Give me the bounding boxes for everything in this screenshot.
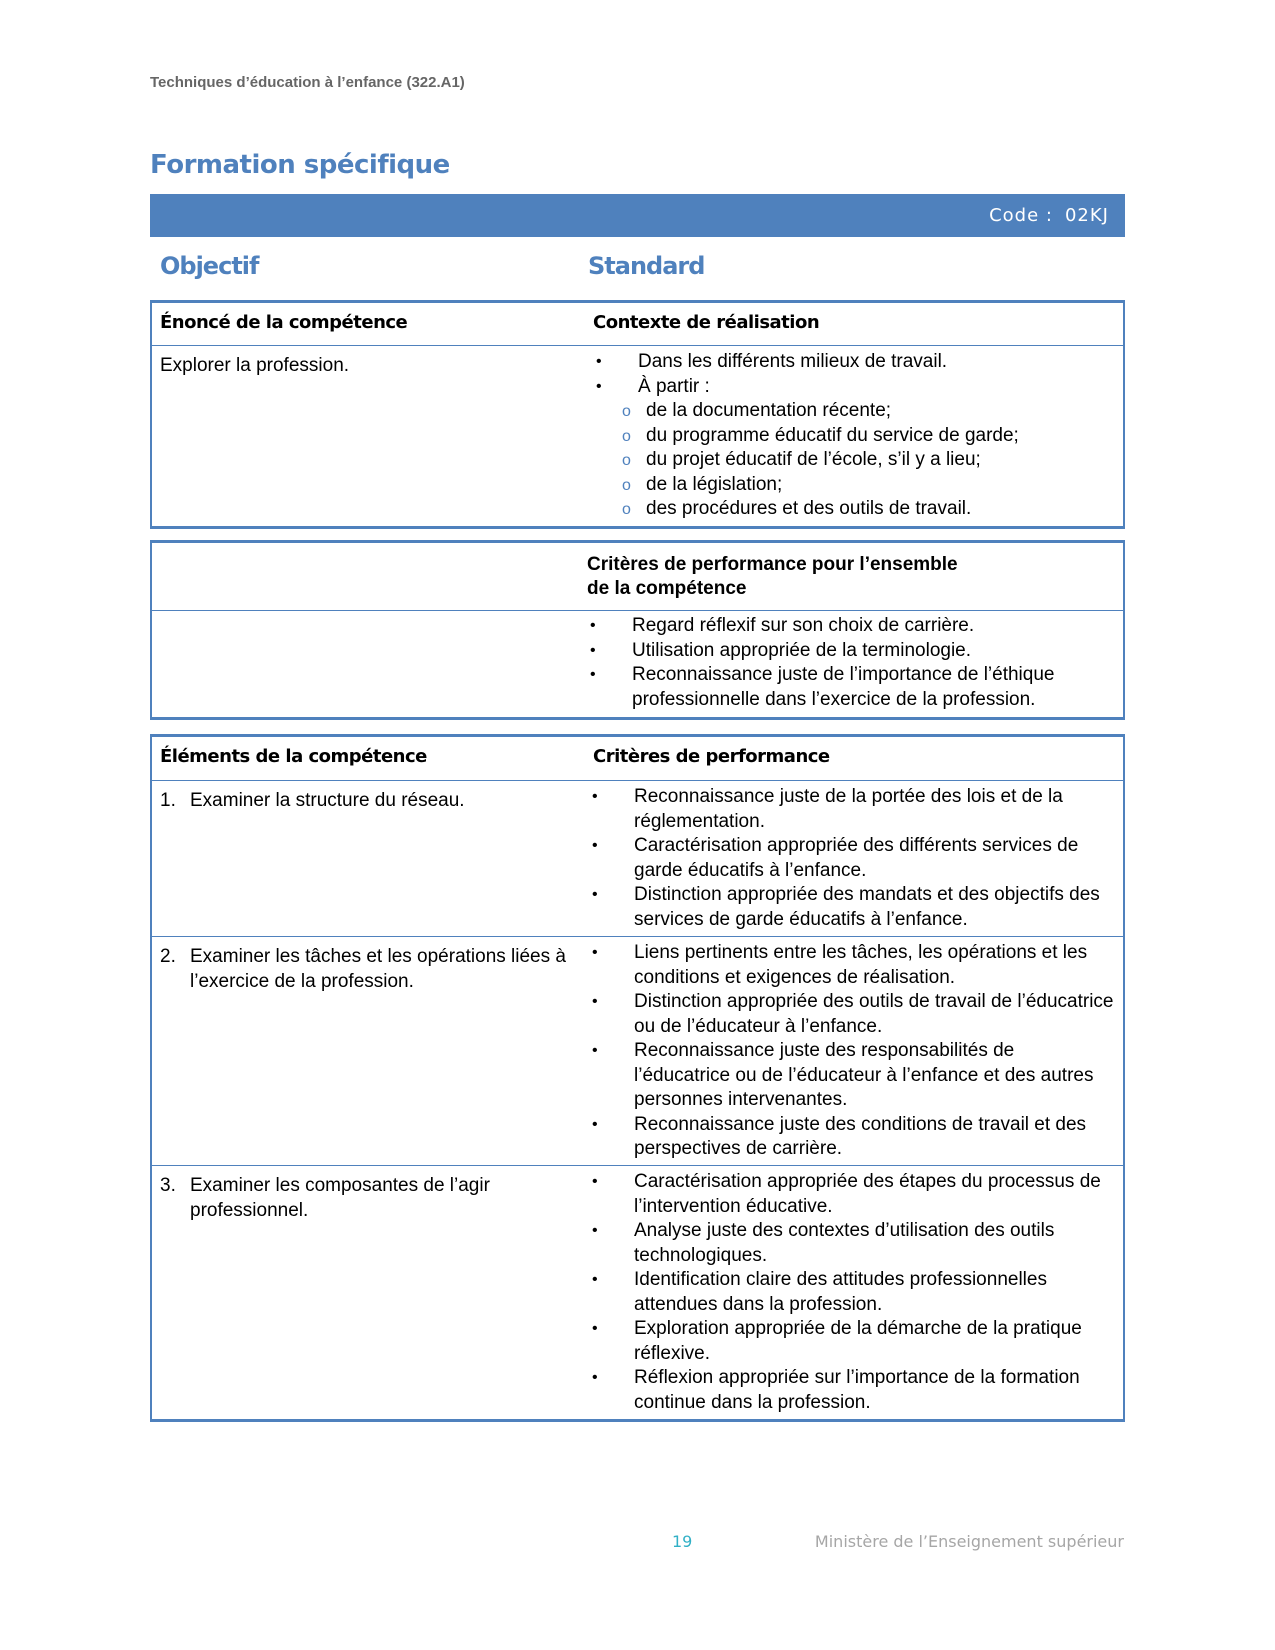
sub-list-item: [590, 473, 1115, 498]
list-item: [590, 350, 1115, 375]
list-item-text: de la législation;: [646, 473, 783, 495]
criteres-list: [586, 1170, 1115, 1415]
sub-list-item: [590, 399, 1115, 424]
bullet-icon: •: [596, 353, 602, 370]
list-item: [586, 1219, 1115, 1268]
bullet-icon: •: [592, 1173, 598, 1190]
list-item-text: Reconnaissance juste des responsabilités de l’éducatrice ou de l’éducateur à l’enfance et des autres personnes intervenantes.: [634, 1040, 1094, 1110]
element-number: 3.: [160, 1175, 176, 1196]
contexte-sublist: [590, 399, 1115, 522]
criteres-ensemble-table: [150, 540, 1125, 720]
element-text: Examiner la structure du réseau.: [190, 790, 465, 811]
list-item: [586, 1317, 1115, 1366]
list-item: [586, 785, 1115, 834]
sub-list-item: [590, 448, 1115, 473]
sub-list-item: [590, 497, 1115, 522]
running-header: Techniques d’éducation à l’enfance (322.A1): [150, 74, 465, 91]
bullet-icon: •: [592, 1115, 598, 1133]
list-item: [586, 1170, 1115, 1219]
enonce-header: Énoncé de la compétence: [160, 312, 408, 333]
element-cell: [152, 937, 582, 1165]
bullet-icon: •: [592, 993, 598, 1010]
list-item: [586, 1039, 1115, 1113]
list-item-text: À partir :: [638, 375, 710, 397]
sub-list-item: [590, 424, 1115, 449]
list-item: [586, 1366, 1115, 1415]
list-item-text: des procédures et des outils de travail.: [646, 498, 972, 519]
list-item: [586, 990, 1115, 1039]
sub-bullet-icon: o: [622, 427, 631, 445]
element-cell: [152, 781, 582, 936]
code-label: Code :: [989, 205, 1053, 226]
list-item-text: Identification claire des attitudes professionnelles attendues dans la profession.: [634, 1269, 1047, 1315]
bullet-icon: •: [592, 886, 598, 903]
list-item: [586, 1268, 1115, 1317]
table-row: [152, 1165, 1123, 1419]
table-row: [152, 936, 1123, 1165]
element-text: Examiner les composantes de l’agir professionnel.: [190, 1175, 490, 1221]
criteres-ensemble-cell: [582, 611, 1123, 717]
list-item-text: du programme éducatif du service de garde;: [646, 424, 1019, 446]
list-item: [590, 375, 1115, 400]
criteres-cell: [582, 937, 1123, 1165]
empty-cell: [152, 543, 582, 610]
list-item: [586, 1113, 1115, 1162]
list-item-text: Exploration appropriée de la démarche de la pratique réflexive.: [634, 1318, 1082, 1364]
table-row: [152, 610, 1123, 717]
sub-bullet-icon: o: [622, 452, 631, 469]
table-header-row: [152, 303, 1123, 345]
list-item: [586, 941, 1115, 990]
list-item-text: Réflexion appropriée sur l’importance de la formation continue dans la profession.: [634, 1367, 1080, 1413]
criteres-list: [586, 941, 1115, 1162]
list-item-text: Caractérisation appropriée des différents services de garde éducatifs à l’enfance.: [634, 835, 1079, 881]
contexte-list: [590, 350, 1115, 399]
criteres-cell: [582, 781, 1123, 936]
criteres-header: Critères de performance: [593, 746, 830, 767]
bullet-icon: •: [592, 1222, 598, 1239]
empty-cell: [152, 611, 582, 717]
criteres-ensemble-header: [582, 543, 1123, 610]
enonce-text: Explorer la profession.: [160, 355, 350, 376]
header-line: Critères de performance pour l’ensemble: [587, 554, 958, 575]
list-item: [586, 834, 1115, 883]
bullet-icon: •: [596, 377, 602, 395]
list-item-text: Utilisation appropriée de la terminologie.: [632, 639, 972, 661]
table-header-row: [152, 737, 1123, 780]
list-item: [584, 663, 1115, 712]
footer-organization: Ministère de l’Enseignement supérieur: [814, 1532, 1124, 1551]
contexte-cell: [582, 346, 1123, 526]
list-item-text: Regard réflexif sur son choix de carrière.: [632, 615, 975, 636]
element-number: 2.: [160, 946, 176, 967]
objectif-heading: Objectif: [160, 252, 259, 280]
sub-bullet-icon: o: [622, 476, 631, 494]
list-item: [586, 883, 1115, 932]
element-cell: [152, 1166, 582, 1419]
list-item-text: Distinction appropriée des mandats et des objectifs des services de garde éducatifs à l’enfance.: [634, 884, 1100, 930]
sub-bullet-icon: o: [622, 501, 631, 518]
bullet-icon: •: [592, 788, 598, 805]
element-text: Examiner les tâches et les opérations liées à l’exercice de la profession.: [190, 946, 566, 992]
bullet-icon: •: [592, 944, 598, 961]
list-item-text: Dans les différents milieux de travail.: [638, 351, 948, 372]
list-item-text: Distinction appropriée des outils de travail de l’éducatrice ou de l’éducateur à l’enfance.: [634, 991, 1114, 1037]
elements-header: Éléments de la compétence: [160, 746, 427, 767]
section-title: Formation spécifique: [150, 150, 450, 180]
code-value: 02KJ: [1064, 205, 1109, 226]
list-item: [584, 614, 1115, 639]
list-item-text: de la documentation récente;: [646, 400, 892, 421]
bullet-icon: •: [592, 1369, 598, 1386]
bullet-icon: •: [590, 641, 596, 659]
criteres-list: [586, 785, 1115, 932]
list-item-text: Analyse juste des contextes d’utilisation des outils technologiques.: [634, 1220, 1055, 1266]
list-item: [584, 639, 1115, 664]
list-item-text: du projet éducatif de l’école, s’il y a lieu;: [646, 449, 981, 470]
list-item-text: Liens pertinents entre les tâches, les opérations et les conditions et exigences de réalisation.: [634, 942, 1088, 988]
list-item-text: Caractérisation appropriée des étapes du processus de l’intervention éducative.: [634, 1171, 1101, 1217]
code-banner: [150, 194, 1125, 237]
bullet-icon: •: [592, 837, 598, 854]
list-item-text: Reconnaissance juste des conditions de travail et des perspectives de carrière.: [634, 1113, 1087, 1159]
enonce-contexte-table: [150, 300, 1125, 529]
bullet-icon: •: [592, 1271, 598, 1288]
bullet-icon: •: [590, 666, 596, 683]
list-item-text: Reconnaissance juste de l’importance de l’éthique professionnelle dans l’exercice de la profession.: [632, 664, 1055, 710]
course-code: [977, 205, 1109, 226]
element-item: [160, 1174, 574, 1223]
sub-bullet-icon: o: [622, 403, 631, 420]
page-number: 19: [672, 1532, 693, 1551]
bullet-icon: •: [592, 1042, 598, 1059]
criteres-list: [584, 614, 1115, 712]
table-header-row: [152, 543, 1123, 610]
standard-heading: Standard: [588, 252, 705, 280]
table-row: [152, 780, 1123, 936]
bullet-icon: •: [592, 1320, 598, 1337]
header-line: de la compétence: [587, 578, 747, 599]
table-row: [152, 345, 1123, 526]
elements-criteres-table: [150, 734, 1125, 1422]
element-item: [160, 945, 574, 994]
bullet-icon: •: [590, 617, 596, 634]
contexte-header: Contexte de réalisation: [593, 312, 820, 333]
list-item-text: Reconnaissance juste de la portée des lois et de la réglementation.: [634, 786, 1063, 832]
element-item: [160, 789, 574, 814]
criteres-cell: [582, 1166, 1123, 1419]
element-number: 1.: [160, 790, 176, 811]
